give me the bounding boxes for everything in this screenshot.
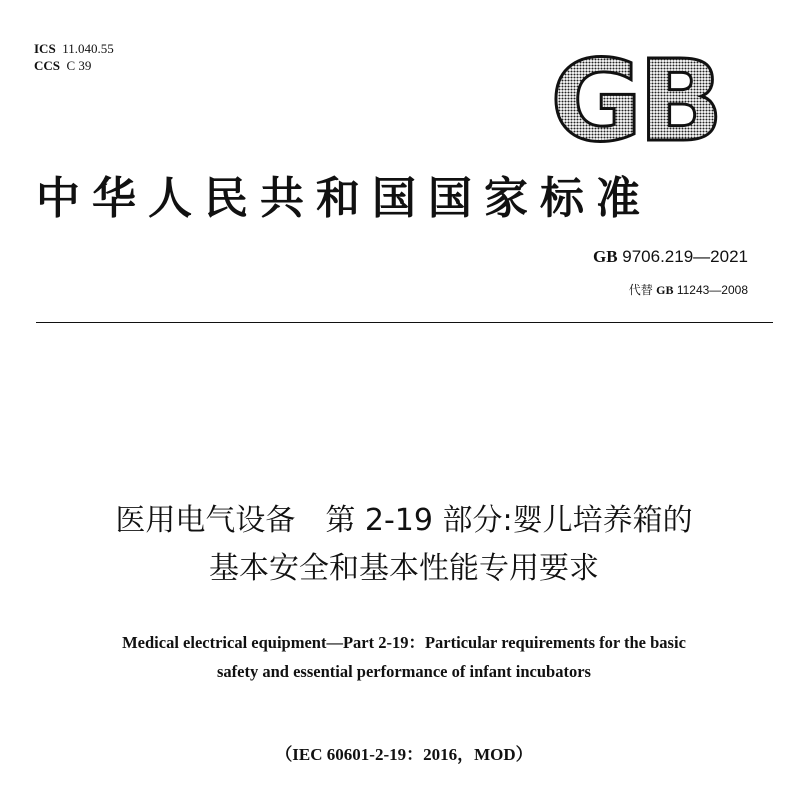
header-divider bbox=[36, 322, 773, 323]
classification-codes bbox=[34, 40, 114, 74]
chinese-title bbox=[0, 497, 808, 593]
chinese-title-line2: 基本安全和基本性能专用要求 bbox=[209, 551, 599, 586]
gb-logo-text: GB bbox=[550, 52, 720, 152]
english-title-line1: Medical electrical equipment—Part 2-19：Particular requirements for the basic bbox=[122, 633, 686, 652]
english-title-line2: safety and essential performance of infant incubators bbox=[217, 662, 591, 681]
replaces-standard: 代替 GB 11243—2008 bbox=[628, 283, 748, 297]
gb-logo bbox=[540, 52, 730, 152]
iec-reference: （IEC 60601-2-19：2016，MOD） bbox=[275, 745, 533, 764]
ics-code: ICS 11.040.55 bbox=[34, 41, 114, 56]
english-title bbox=[0, 628, 808, 686]
ccs-code: CCS C 39 bbox=[34, 58, 92, 73]
standard-number: GB 9706.219—2021 bbox=[592, 247, 748, 266]
chinese-title-line1: 医用电气设备 第 2-19 部分:婴儿培养箱的 bbox=[115, 503, 693, 538]
standard-title: 中华人民共和国国家标准 bbox=[36, 173, 652, 224]
